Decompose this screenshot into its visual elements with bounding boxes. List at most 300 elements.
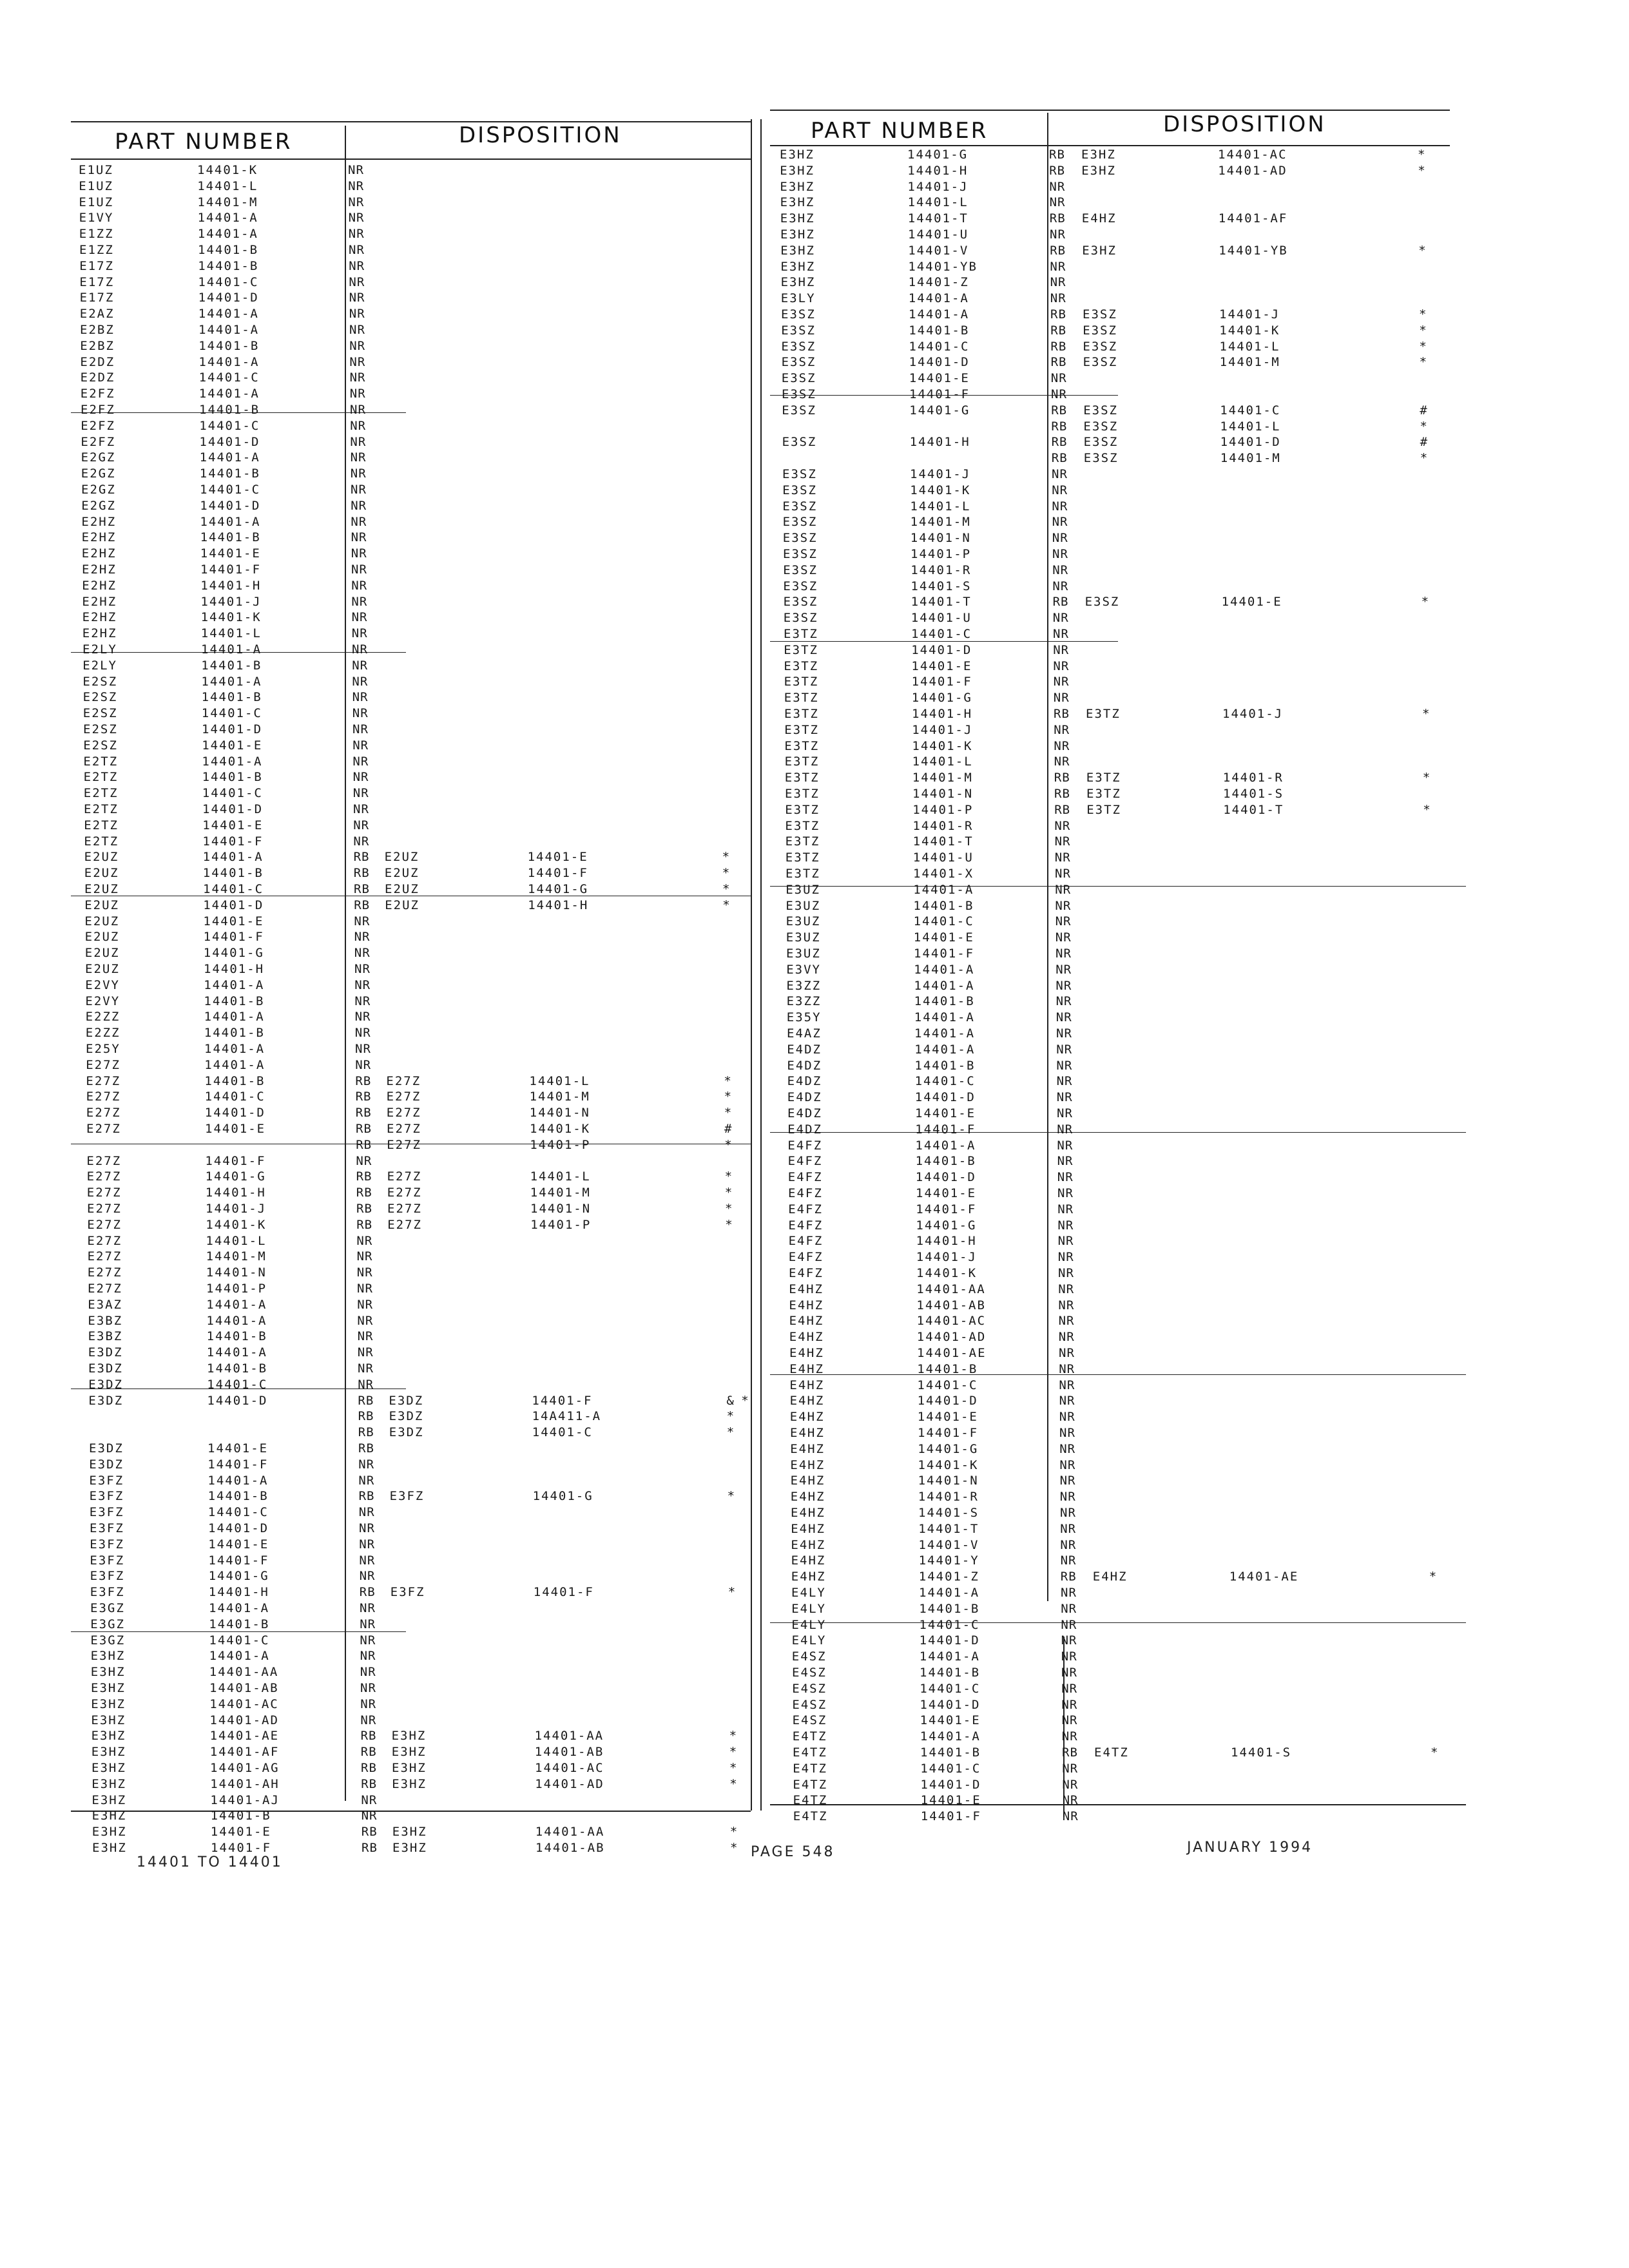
part-number: 14401-A — [209, 1649, 270, 1664]
disposition-code: RB — [1052, 595, 1069, 610]
part-number: 14401-G — [205, 1169, 266, 1184]
part-number: 14401-B — [914, 994, 975, 1009]
part-code: E17Z — [79, 291, 115, 305]
part-code: E4HZ — [789, 1330, 824, 1345]
part-code: E4HZ — [790, 1426, 825, 1440]
part-code: E3HZ — [91, 1729, 126, 1744]
part-number: 14401-L — [912, 754, 973, 769]
replacement-code: E27Z — [387, 1122, 421, 1136]
part-code: E3HZ — [780, 163, 815, 178]
replacement-code: E2UZ — [384, 850, 419, 865]
replacement-number: 14401-M — [529, 1090, 590, 1104]
part-code: E27Z — [86, 1153, 122, 1168]
disposition-code: NR — [1054, 738, 1070, 753]
replacement-code: E2UZ — [384, 866, 419, 881]
flag-mark: * — [724, 1137, 732, 1152]
disposition-code: NR — [357, 1329, 374, 1344]
part-number: 14401-A — [198, 387, 260, 401]
part-code: E2HZ — [81, 514, 117, 529]
part-code: E4SZ — [792, 1681, 827, 1696]
disposition-code: NR — [1059, 1378, 1075, 1392]
disposition-code: NR — [352, 722, 369, 736]
part-number: 14401-H — [909, 435, 970, 450]
part-code: E1ZZ — [79, 227, 114, 242]
part-code: E2TZ — [83, 770, 119, 785]
part-code: E4TZ — [793, 1777, 828, 1792]
part-number: 14401-E — [202, 818, 264, 832]
replacement-number: 14401-L — [530, 1169, 591, 1184]
disposition-code: RB — [1054, 771, 1070, 785]
replacement-number: 14401-AA — [534, 1729, 604, 1744]
disposition-code: NR — [348, 163, 364, 177]
disposition-code: NR — [1057, 1122, 1074, 1137]
part-code: E4DZ — [787, 1106, 822, 1120]
flag-mark: * — [726, 1409, 735, 1424]
disposition-code: NR — [1059, 1457, 1076, 1472]
part-code: E3SZ — [782, 531, 818, 546]
flag-mark: * — [724, 1090, 732, 1104]
part-number: 14401-P — [912, 802, 974, 817]
part-code: E2GZ — [81, 498, 116, 513]
part-code: E4SZ — [792, 1713, 827, 1728]
part-code: E2HZ — [81, 546, 117, 561]
part-number: 14401-U — [908, 227, 969, 242]
replacement-number: 14401-T — [1223, 802, 1284, 817]
part-number: 14401-F — [202, 834, 264, 849]
part-code: E27Z — [86, 1106, 121, 1120]
disposition-code: NR — [1059, 1441, 1076, 1456]
replacement-code: E27Z — [387, 1137, 421, 1152]
part-number: 14401-C — [919, 1617, 980, 1632]
part-number: 14401-D — [204, 1106, 265, 1120]
replacement-number: 14401-YB — [1219, 243, 1288, 258]
part-code: E4HZ — [790, 1490, 825, 1504]
disposition-code: NR — [1058, 1314, 1075, 1329]
part-number: 14401-H — [916, 1234, 977, 1249]
part-number: 14401-D — [914, 1090, 976, 1105]
disposition-code: NR — [1061, 1633, 1077, 1648]
disposition-code: NR — [349, 274, 365, 289]
part-code: E4TZ — [793, 1745, 827, 1760]
flag-mark: * — [1422, 707, 1430, 721]
disposition-code: RB — [361, 1825, 378, 1840]
part-number: 14401-A — [913, 882, 974, 897]
part-number: 14401-A — [204, 1042, 265, 1056]
disposition-code: RB — [356, 1202, 372, 1216]
part-code: E2SZ — [83, 738, 118, 753]
part-number: 14401-C — [909, 339, 970, 354]
disposition-code: NR — [1053, 691, 1070, 706]
disposition-code: NR — [349, 291, 365, 305]
part-number: 14401-J — [206, 1202, 267, 1216]
part-number: 14401-B — [914, 1058, 976, 1073]
part-code: E3HZ — [780, 243, 815, 258]
replacement-code: E3SZ — [1083, 451, 1119, 466]
disposition-code: NR — [1061, 1681, 1078, 1696]
part-number: 14401-L — [200, 626, 262, 641]
replacement-number: 14401-M — [530, 1186, 591, 1200]
replacement-code: E3SZ — [1084, 595, 1120, 610]
replacement-number: 14401-R — [1222, 771, 1284, 785]
part-number: 14401-C — [201, 706, 262, 721]
right-part-number-header: PART NUMBER — [811, 118, 988, 144]
part-number: 14401-H — [205, 1186, 266, 1200]
part-number: 14401-D — [920, 1777, 981, 1792]
part-code: E4DZ — [787, 1074, 822, 1089]
disposition-code: NR — [1062, 1809, 1079, 1824]
replacement-number: 14401-K — [1219, 323, 1280, 338]
replacement-number: 14401-E — [527, 850, 588, 865]
part-code: E3FZ — [90, 1537, 124, 1552]
part-code: E27Z — [86, 1122, 121, 1136]
disposition-code: RB — [358, 1425, 374, 1440]
disposition-code: NR — [351, 610, 368, 625]
flag-mark: * — [726, 1425, 735, 1440]
disposition-code: NR — [1061, 1601, 1077, 1616]
part-code: E3SZ — [781, 339, 816, 354]
part-number: 14401-AC — [209, 1696, 279, 1711]
part-number: 14401-A — [197, 227, 258, 242]
part-code: E2ZZ — [85, 1010, 120, 1024]
disposition-code: NR — [351, 498, 367, 513]
disposition-code: RB — [1062, 1745, 1078, 1760]
disposition-code: NR — [354, 977, 371, 992]
part-code: E3TZ — [785, 834, 820, 849]
part-code: E3TZ — [784, 707, 819, 721]
part-code: E2SZ — [82, 706, 118, 721]
disposition-code: NR — [1061, 1666, 1077, 1680]
disposition-code: NR — [348, 211, 365, 226]
footer-page: PAGE 548 — [751, 1844, 835, 1860]
replacement-number: 14401-J — [1219, 307, 1280, 322]
flag-mark: * — [724, 1073, 731, 1088]
part-number: 14401-M — [206, 1249, 267, 1264]
disposition-code: NR — [1057, 1138, 1074, 1153]
replacement-code: E3DZ — [389, 1409, 424, 1424]
part-code: E3DZ — [89, 1457, 124, 1472]
right-section-rule-5 — [770, 1374, 1466, 1375]
disposition-code: NR — [349, 258, 365, 273]
part-number: 14401-E — [207, 1441, 269, 1456]
replacement-number: 14401-G — [532, 1489, 593, 1504]
part-code: E25Y — [86, 1042, 120, 1056]
part-number: 14401-A — [206, 1313, 267, 1328]
disposition-code: NR — [356, 1233, 373, 1248]
replacement-number: 14401-S — [1223, 787, 1284, 801]
disposition-code: NR — [1058, 1282, 1075, 1296]
part-code: E2TZ — [84, 818, 119, 832]
part-number: 14401-K — [200, 610, 262, 625]
part-code: E3HZ — [92, 1809, 127, 1823]
part-code: E3TZ — [785, 850, 820, 865]
part-code: E4DZ — [787, 1122, 822, 1137]
part-code: E3TZ — [784, 658, 819, 673]
part-number: 14401-A — [198, 307, 259, 322]
part-code: E2VY — [85, 977, 120, 992]
part-code: E2GZ — [81, 483, 116, 497]
replacement-number: 14401-AD — [535, 1776, 604, 1791]
disposition-code: NR — [360, 1649, 376, 1664]
flag-mark: * — [729, 1745, 737, 1760]
part-code: E4HZ — [791, 1553, 826, 1568]
part-number: 14401-D — [911, 642, 972, 657]
part-code: E4DZ — [787, 1042, 822, 1057]
part-code: E3HZ — [92, 1825, 127, 1840]
part-code: E3UZ — [786, 930, 821, 945]
part-code: E27Z — [87, 1217, 122, 1232]
part-number: 14401-K — [206, 1217, 267, 1232]
part-number: 14401-T — [907, 211, 969, 226]
part-number: 14401-AD — [209, 1713, 279, 1727]
disposition-code: NR — [1052, 547, 1068, 561]
disposition-code: NR — [357, 1313, 374, 1328]
disposition-code: NR — [357, 1282, 373, 1296]
part-number: 14401-D — [202, 722, 263, 736]
part-code: E3HZ — [780, 211, 815, 226]
part-code: E3UZ — [786, 882, 820, 897]
part-code: E2LY — [82, 642, 117, 657]
disposition-code: RB — [1050, 355, 1067, 370]
part-code: E27Z — [86, 1057, 120, 1072]
part-code: E3SZ — [782, 483, 817, 497]
disposition-code: NR — [1061, 1697, 1078, 1712]
part-code: E4FZ — [788, 1218, 824, 1233]
part-number: 14401-A — [207, 1473, 269, 1488]
disposition-code: NR — [1060, 1537, 1077, 1552]
flag-mark: * — [1418, 148, 1425, 162]
disposition-code: RB — [353, 866, 370, 881]
part-code: E3HZ — [91, 1681, 126, 1695]
left-disposition-header: DISPOSITION — [459, 122, 622, 148]
replacement-code: E3HZ — [1082, 243, 1117, 258]
part-code: E17Z — [79, 258, 114, 273]
part-code: E3SZ — [783, 611, 818, 626]
part-code: E4HZ — [790, 1474, 825, 1488]
disposition-code: NR — [351, 578, 368, 593]
disposition-code: NR — [352, 674, 369, 689]
disposition-code: NR — [1060, 1553, 1077, 1568]
flag-mark: * — [727, 1489, 735, 1504]
disposition-code: NR — [349, 307, 365, 322]
part-number: 14401-AJ — [210, 1792, 280, 1807]
part-number: 14401-B — [202, 866, 264, 881]
part-number: 14401-A — [914, 962, 975, 977]
part-code: E2FZ — [80, 387, 115, 401]
left-header-bottom-rule — [71, 159, 751, 160]
flag-mark: * — [1420, 419, 1427, 434]
disposition-code: NR — [351, 546, 367, 561]
part-number: 14401-H — [208, 1585, 269, 1600]
flag-mark: * — [729, 1776, 737, 1791]
replacement-number: 14401-E — [1221, 595, 1282, 610]
part-code: E2HZ — [82, 578, 117, 593]
part-number: 14401-D — [207, 1393, 268, 1408]
disposition-code: NR — [355, 1042, 371, 1056]
part-number: 14401-X — [913, 867, 974, 881]
flag-mark: * — [728, 1585, 736, 1600]
part-number: 14401-AD — [916, 1330, 987, 1345]
part-number: 14401-B — [201, 690, 262, 705]
part-code: E3SZ — [783, 579, 818, 593]
disposition-code: RB — [353, 850, 370, 865]
part-code: E4HZ — [789, 1410, 825, 1425]
replacement-number: 14401-AE — [1229, 1570, 1299, 1584]
disposition-code: NR — [1055, 867, 1071, 881]
disposition-code: NR — [1053, 627, 1069, 641]
disposition-code: NR — [1053, 642, 1070, 657]
part-code: E3SZ — [782, 499, 818, 514]
part-code: E3HZ — [780, 148, 815, 162]
replacement-number: 14401-D — [1220, 435, 1281, 450]
flag-mark: * — [722, 866, 730, 881]
part-number: 14401-C — [920, 1681, 981, 1696]
part-number: 14401-P — [206, 1282, 267, 1296]
part-code: E3TZ — [784, 722, 819, 737]
disposition-code: NR — [354, 994, 371, 1008]
replacement-number: 14401-P — [530, 1137, 591, 1152]
part-number: 14401-E — [208, 1537, 269, 1552]
part-number: 14401-A — [197, 211, 258, 226]
replacement-code: E3SZ — [1083, 307, 1117, 322]
replacement-code: E3TZ — [1086, 802, 1121, 817]
part-code: E4LY — [791, 1633, 827, 1648]
replacement-number: 14401-L — [529, 1073, 590, 1088]
part-number: 14401-E — [911, 658, 972, 673]
part-code: E4HZ — [791, 1506, 825, 1520]
flag-mark: * — [724, 1106, 732, 1120]
disposition-code: NR — [1052, 499, 1068, 514]
part-code: E4HZ — [791, 1570, 826, 1584]
part-code: E3HZ — [780, 227, 815, 242]
disposition-code: NR — [1052, 531, 1068, 546]
part-code: E2UZ — [84, 850, 119, 865]
flag-mark: * — [1421, 595, 1429, 610]
disposition-code: NR — [358, 1377, 374, 1392]
disposition-code: NR — [348, 195, 365, 209]
flag-mark: * — [1418, 163, 1425, 178]
disposition-code: NR — [1059, 1410, 1075, 1425]
disposition-code: NR — [1062, 1761, 1079, 1776]
part-number: 14401-J — [910, 467, 971, 481]
disposition-code: NR — [349, 323, 365, 337]
part-code: E27Z — [86, 1186, 122, 1200]
replacement-number: 14401-N — [530, 1202, 592, 1216]
center-divider-b — [760, 119, 762, 1811]
part-code: E4FZ — [787, 1170, 823, 1185]
disposition-code: RB — [356, 1137, 372, 1152]
replacement-code: E3HZ — [1081, 148, 1116, 162]
part-number: 14401-B — [202, 770, 263, 785]
disposition-code: NR — [358, 1505, 375, 1520]
disposition-code: NR — [1062, 1793, 1079, 1808]
part-code: E3DZ — [89, 1441, 124, 1456]
part-number: 14401-C — [198, 370, 260, 385]
disposition-code: NR — [1061, 1586, 1077, 1600]
part-number: 14401-R — [918, 1490, 979, 1504]
disposition-code: NR — [352, 770, 369, 785]
part-number: 14401-Z — [908, 275, 969, 290]
replacement-code: E3SZ — [1083, 403, 1118, 418]
part-number: 14401-D — [915, 1170, 976, 1185]
part-code: E3ZZ — [786, 978, 822, 993]
disposition-code: NR — [356, 1153, 372, 1168]
part-code: E3GZ — [90, 1601, 125, 1615]
replacement-number: 14401-G — [528, 882, 589, 896]
flag-mark: * — [1419, 339, 1427, 354]
part-code: E17Z — [79, 274, 115, 289]
replacement-code: E3SZ — [1083, 323, 1117, 338]
part-code: E3SZ — [781, 371, 816, 386]
part-number: 14401-G — [916, 1218, 977, 1233]
disposition-code: RB — [1050, 339, 1067, 354]
flag-mark: * — [729, 1729, 737, 1744]
disposition-code: NR — [352, 738, 369, 753]
disposition-code: NR — [1056, 1058, 1073, 1073]
part-number: 14401-AF — [209, 1745, 280, 1760]
part-number: 14401-L — [206, 1233, 267, 1248]
disposition-code: NR — [354, 930, 371, 945]
part-number: 14401-U — [912, 850, 974, 865]
replacement-code: E3SZ — [1083, 419, 1119, 434]
part-number: 14401-S — [918, 1506, 979, 1520]
disposition-code: NR — [357, 1297, 374, 1312]
part-number: 14401-G — [907, 148, 969, 162]
part-number: 14401-A — [908, 291, 969, 306]
flag-mark: * — [1419, 355, 1427, 370]
disposition-code: RB — [1050, 323, 1067, 338]
replacement-number: 14401-N — [529, 1106, 590, 1120]
part-number: 14401-C — [913, 914, 974, 929]
part-code: E3FZ — [90, 1553, 125, 1568]
part-number: 14401-M — [912, 771, 973, 785]
disposition-code: NR — [355, 1057, 372, 1072]
part-number: 14401-F — [208, 1553, 269, 1568]
disposition-code: NR — [1057, 1186, 1074, 1200]
part-number: 14401-B — [206, 1329, 267, 1344]
part-number: 14401-G — [208, 1569, 269, 1584]
part-number: 14401-G — [909, 403, 970, 418]
part-code: E27Z — [87, 1249, 122, 1264]
left-header-top-rule — [71, 121, 751, 122]
disposition-code: NR — [351, 562, 367, 577]
part-number: 14401-A — [206, 1345, 267, 1360]
part-number: 14401-T — [911, 595, 972, 610]
part-code: E2TZ — [84, 802, 119, 816]
part-number: 14401-S — [911, 579, 972, 593]
disposition-code: NR — [1059, 1474, 1076, 1488]
part-code: E27Z — [86, 1169, 122, 1184]
disposition-code: NR — [349, 338, 366, 353]
part-code: E3SZ — [782, 467, 817, 481]
part-number: 14401-B — [210, 1809, 271, 1823]
disposition-code: NR — [1056, 1090, 1073, 1105]
replacement-code: E3FZ — [389, 1489, 425, 1504]
replacement-number: 14401-AA — [535, 1825, 605, 1840]
part-code: E2SZ — [83, 722, 118, 736]
part-number: 14401-A — [909, 307, 970, 322]
replacement-number: 14401-H — [528, 898, 589, 912]
part-code: E3DZ — [88, 1393, 124, 1408]
flag-mark: # — [1420, 435, 1428, 450]
disposition-code: NR — [1055, 962, 1072, 977]
part-number: 14401-D — [920, 1697, 981, 1712]
disposition-code: NR — [1049, 195, 1066, 210]
part-number: 14401-AG — [210, 1761, 280, 1775]
disposition-code: NR — [1057, 1202, 1074, 1216]
flag-mark: # — [1420, 403, 1427, 418]
part-code: E27Z — [88, 1282, 122, 1296]
replacement-code: E27Z — [387, 1202, 422, 1216]
